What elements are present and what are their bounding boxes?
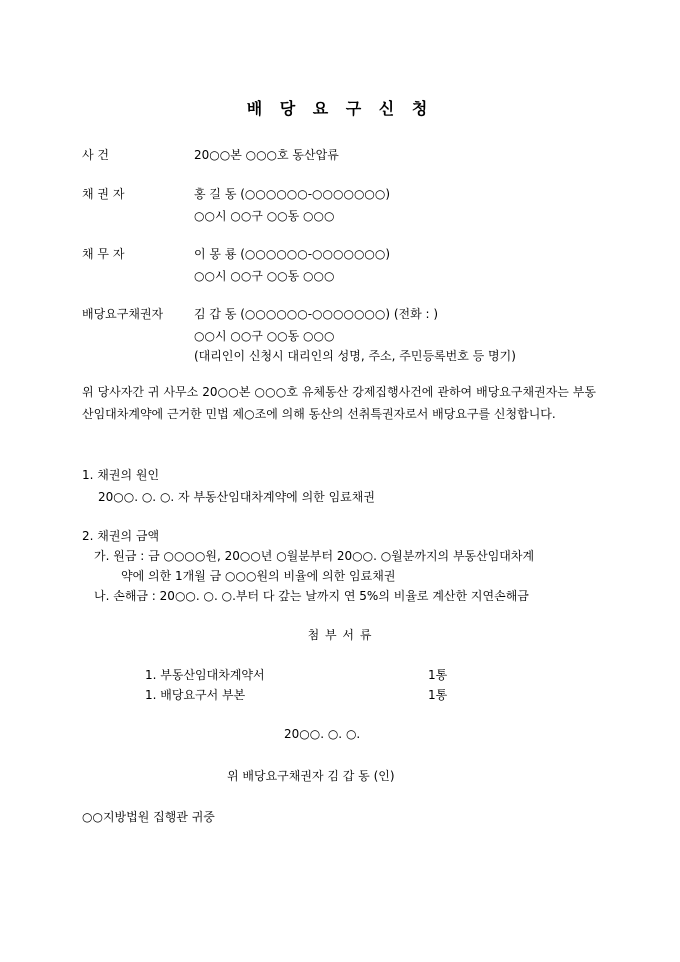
attachment-item-name: 1. 배당요구서 부본: [145, 688, 246, 702]
attachment-item-qty: 1통: [428, 688, 448, 702]
case-label: 사 건: [82, 148, 109, 162]
intro-paragraph: 위 당사자간 귀 사무소 20○○본 ○○○호 유체동산 강제집행사건에 관하여 배당요구채권자는 부동산임대차계약에 근거한 민법 제○조에 의해 동산의 선취특권자로서 배당요구를 신청합니다.: [82, 385, 596, 421]
claimant-label: 배당요구채권자: [82, 307, 164, 321]
section1-heading: 1. 채권의 원인: [82, 468, 160, 482]
debtor-label: 채 무 자: [82, 247, 125, 261]
section2-heading: 2. 채권의 금액: [82, 529, 160, 543]
claimant-note: (대리인이 신청시 대리인의 성명, 주소, 주민등록번호 등 명기): [194, 349, 516, 363]
section2-item-a-line2: 약에 의한 1개월 금 ○○○원의 비율에 의한 임료채권: [121, 569, 396, 583]
claimant-name-line: 김 갑 동 (○○○○○○-○○○○○○○) (전화 : ): [194, 307, 439, 321]
case-value: 20○○본 ○○○호 동산압류: [194, 148, 339, 162]
creditor-label: 채 권 자: [82, 187, 125, 201]
section1-text: 20○○. ○. ○. 자 부동산임대차계약에 의한 임료채권: [98, 490, 375, 504]
claimant-address: ○○시 ○○구 ○○동 ○○○: [194, 329, 335, 343]
section2-item-a-line1: 가. 원금 : 금 ○○○○원, 20○○년 ○월분부터 20○○. ○월분까지의 부동산임대차계: [94, 549, 535, 563]
creditor-address: ○○시 ○○구 ○○동 ○○○: [194, 209, 335, 223]
recipient: ○○지방법원 집행관 귀중: [82, 810, 215, 824]
attachments-heading: 첨 부 서 류: [307, 628, 373, 642]
section2-item-b: 나. 손해금 : 20○○. ○. ○.부터 다 갚는 날까지 연 5%의 비율로 계산한 지연손해금: [94, 589, 529, 603]
document-title: 배 당 요 구 신 청: [246, 99, 434, 118]
debtor-name-line: 이 몽 룡 (○○○○○○-○○○○○○○): [194, 247, 391, 261]
debtor-address: ○○시 ○○구 ○○동 ○○○: [194, 269, 335, 283]
attachment-item-name: 1. 부동산임대차계약서: [145, 668, 265, 682]
attachment-item-qty: 1통: [428, 668, 448, 682]
signature-line: 위 배당요구채권자 김 갑 동 (인): [227, 769, 395, 783]
creditor-name-line: 홍 길 동 (○○○○○○-○○○○○○○): [194, 187, 391, 201]
document-date: 20○○. ○. ○.: [284, 727, 361, 741]
